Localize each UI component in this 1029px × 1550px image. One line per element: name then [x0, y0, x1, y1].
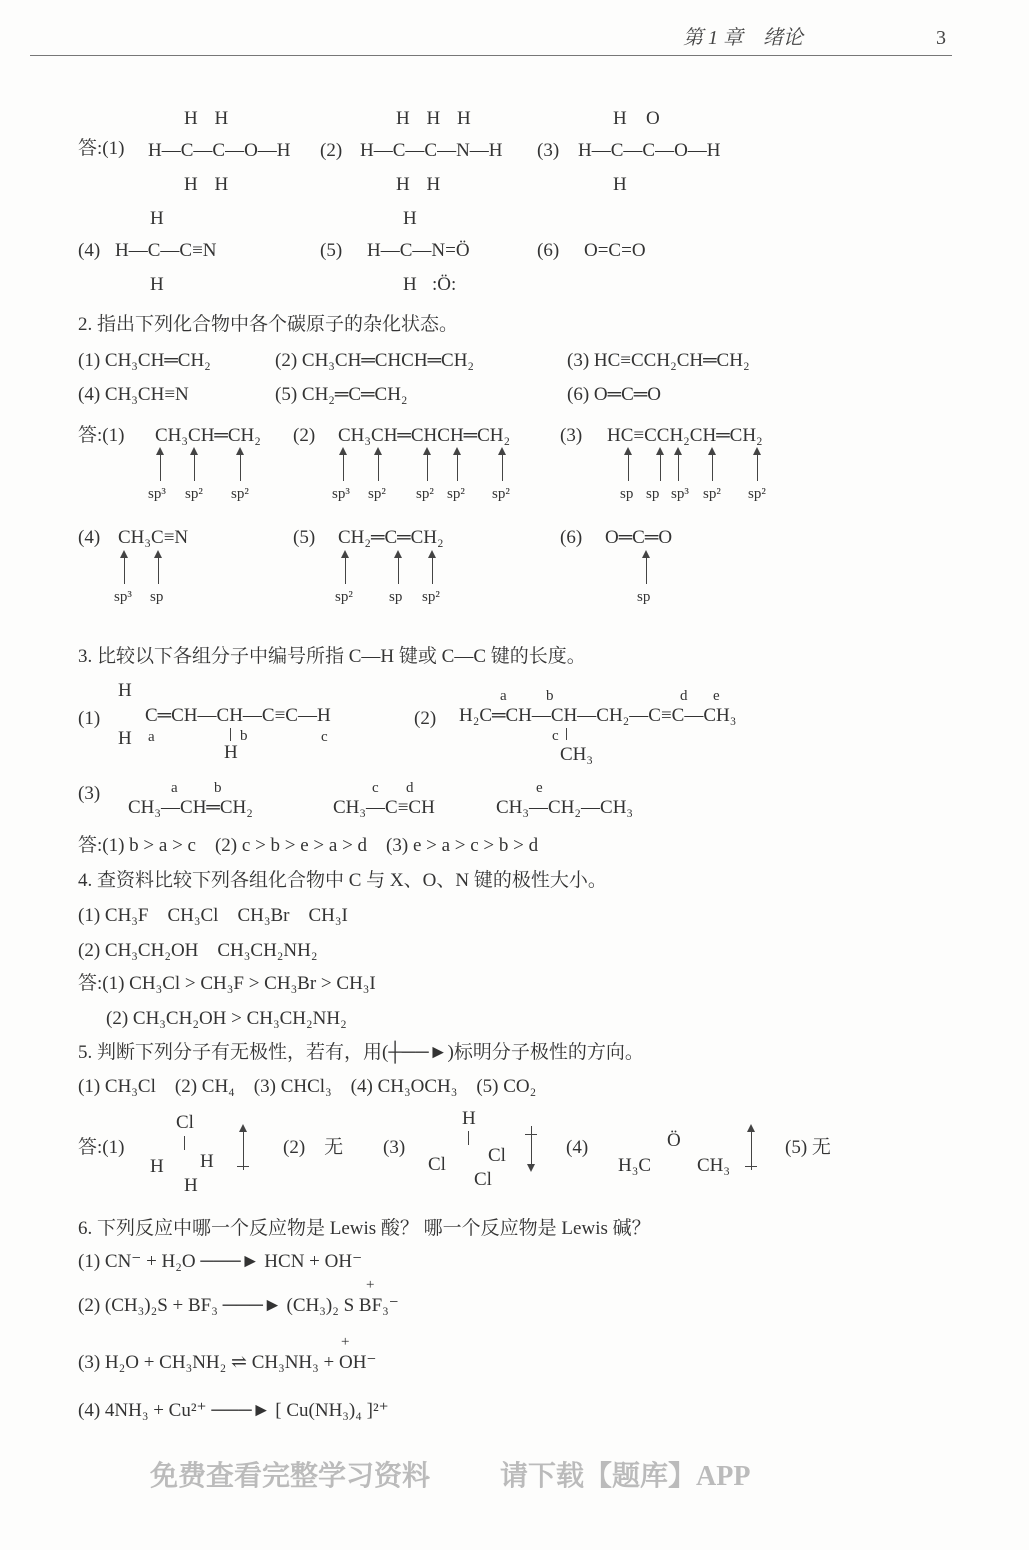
struct-text: H	[613, 108, 627, 129]
arrow-icon	[240, 453, 241, 481]
struct-text: H	[150, 208, 164, 229]
bond-label: c	[552, 728, 559, 744]
reaction: (2) (CH₃)₂S + BF₃ ───► (CH₃)₂ S BF₃⁻	[78, 1295, 399, 1316]
hyb-label: sp²	[416, 486, 434, 502]
hyb-label: sp	[646, 486, 660, 502]
struct-text: Cl	[428, 1154, 446, 1175]
hyb-label: sp²	[447, 486, 465, 502]
struct-text: H	[200, 1151, 214, 1172]
arrow-icon	[757, 453, 758, 481]
item-label: (2)	[293, 425, 316, 446]
item-label: (2)	[320, 140, 343, 161]
question-item: (5) CH₂═C═CH₂	[275, 384, 408, 405]
struct-text: CH₃—C≡CH	[333, 797, 435, 818]
cross-mark	[745, 1166, 757, 1167]
item-label: (3)	[537, 140, 560, 161]
bond-label: b	[546, 688, 554, 704]
struct-text: CH₃	[560, 744, 594, 765]
hyb-label: sp	[620, 486, 634, 502]
item-label: (4)	[78, 527, 101, 548]
item-label: (3)	[78, 783, 101, 804]
answer-label: 答:(1)	[78, 138, 125, 159]
struct-text: H	[403, 274, 417, 295]
cross-mark	[525, 1134, 537, 1135]
bond-label: d	[680, 688, 688, 704]
bond-label: b	[240, 728, 248, 744]
hyb-label: sp²	[492, 486, 510, 502]
arrow-icon	[502, 453, 503, 481]
page-number: 3	[936, 27, 946, 49]
arrow-icon	[345, 556, 346, 584]
struct-text: H	[613, 174, 627, 195]
arrow-icon	[628, 453, 629, 481]
question-title: 4. 查资料比较下列各组化合物中 C 与 X、O、N 键的极性大小。	[78, 870, 607, 891]
hyb-label: sp	[389, 589, 403, 605]
struct-text: H₂C═CH—CH—CH₂—C≡C—CH₃	[459, 705, 737, 726]
struct-text: H—C—N=Ö	[367, 240, 470, 261]
bond-label: c	[372, 780, 379, 796]
bond-line	[230, 728, 231, 741]
answer-text: (2) 无	[283, 1137, 344, 1158]
struct-text: O═C═O	[605, 527, 673, 548]
arrow-icon	[531, 1126, 532, 1166]
arrow-icon	[124, 556, 125, 584]
struct-text: O	[646, 108, 660, 129]
struct-text: HC≡CCH₂CH═CH₂	[607, 425, 763, 446]
struct-text: CH₃—CH₂—CH₃	[496, 797, 634, 818]
struct-text: H	[118, 728, 132, 749]
struct-text: H—C—C—N—H	[360, 140, 503, 161]
arrow-icon	[343, 453, 344, 481]
answer-text: 答:(1) b > a > c (2) c > b > e > a > d (3) e > a > c > b > d	[78, 835, 539, 856]
hyb-label: sp³	[114, 589, 132, 605]
struct-text: H	[224, 742, 238, 763]
struct-text: H	[150, 274, 164, 295]
hyb-label: sp²	[185, 486, 203, 502]
arrow-icon	[678, 453, 679, 481]
hyb-label: sp³	[148, 486, 166, 502]
arrow-icon	[660, 453, 661, 481]
arrow-icon	[751, 1130, 752, 1170]
question-item: (1) CH₃CH═CH₂	[78, 350, 211, 371]
struct-text: CH₂═C═CH₂	[338, 527, 444, 548]
hyb-label: sp²	[231, 486, 249, 502]
struct-text: Cl	[176, 1112, 194, 1133]
reaction: (3) H₂O + CH₃NH₂ ⇌ CH₃NH₃ + OH⁻	[78, 1352, 377, 1373]
bond-label: d	[406, 780, 414, 796]
arrow-icon	[712, 453, 713, 481]
hyb-label: sp²	[335, 589, 353, 605]
answer-text: 答:(1) CH₃Cl > CH₃F > CH₃Br > CH₃I	[78, 973, 376, 994]
item-label: (6)	[560, 527, 583, 548]
item-label: (3)	[383, 1137, 406, 1158]
hyb-label: sp²	[748, 486, 766, 502]
hyb-label: sp²	[703, 486, 721, 502]
item-label: (4)	[566, 1137, 589, 1158]
struct-text: H₃C	[618, 1155, 652, 1176]
arrow-icon	[432, 556, 433, 584]
item-label: (4)	[78, 240, 101, 261]
bond-label: a	[500, 688, 507, 704]
answer-text: (2) CH₃CH₂OH > CH₃CH₂NH₂	[106, 1008, 347, 1029]
struct-text: CH₃CH═CHCH═CH₂	[338, 425, 511, 446]
bond-line	[468, 1131, 469, 1145]
question-item: (2) CH₃CH═CHCH═CH₂	[275, 350, 475, 371]
struct-text: H—C—C—O—H	[578, 140, 721, 161]
answer-label: 答:(1)	[78, 425, 125, 446]
question-item: (2) CH₃CH₂OH CH₃CH₂NH₂	[78, 940, 318, 961]
arrow-icon	[194, 453, 195, 481]
arrow-icon	[243, 1130, 244, 1170]
struct-text: Ö	[667, 1130, 681, 1151]
struct-text: O=C=O	[584, 240, 646, 261]
header-rule	[30, 55, 952, 56]
item-label: (6)	[537, 240, 560, 261]
reaction: (4) 4NH₃ + Cu²⁺ ───► [ Cu(NH₃)₄ ]²⁺	[78, 1400, 389, 1421]
arrow-icon	[398, 556, 399, 584]
question-item: (6) O═C═O	[567, 384, 661, 405]
hyb-label: sp²	[368, 486, 386, 502]
arrow-icon	[378, 453, 379, 481]
item-label: (2)	[414, 708, 437, 729]
arrow-icon	[646, 556, 647, 584]
struct-text: H H H	[396, 108, 471, 129]
struct-text: H H	[184, 108, 229, 129]
bond-label: a	[148, 729, 155, 745]
hyb-label: sp	[637, 589, 651, 605]
cross-mark	[237, 1166, 249, 1167]
struct-text: H	[150, 1156, 164, 1177]
struct-text: H H	[396, 174, 441, 195]
charge-mark: +	[366, 1277, 375, 1293]
struct-text: H—C—C≡N	[115, 240, 217, 261]
struct-text: H	[184, 1175, 198, 1196]
item-label: (5)	[293, 527, 316, 548]
question-item: (1) CH₃F CH₃Cl CH₃Br CH₃I	[78, 905, 348, 926]
answer-label: 答:(1)	[78, 1137, 125, 1158]
hyb-label: sp²	[422, 589, 440, 605]
question-title: 5. 判断下列分子有无极性，若有，用(┼──►)标明分子极性的方向。	[78, 1042, 644, 1063]
question-title: 6. 下列反应中哪一个反应物是 Lewis 酸？ 哪一个反应物是 Lewis 碱？	[78, 1218, 651, 1239]
struct-text: :Ö:	[432, 274, 457, 295]
bond-label: b	[214, 780, 222, 796]
bond-line	[184, 1136, 185, 1150]
arrow-icon	[160, 453, 161, 481]
chapter-title: 第 1 章 绪论	[683, 27, 803, 49]
question-title: 3. 比较以下各组分子中编号所指 C—H 键或 C—C 键的长度。	[78, 646, 586, 667]
charge-mark: +	[341, 1334, 350, 1350]
struct-text: CH₃	[697, 1155, 731, 1176]
arrow-icon	[427, 453, 428, 481]
answer-text: (5) 无	[785, 1137, 831, 1158]
bond-label: e	[713, 688, 720, 704]
bond-label: c	[321, 729, 328, 745]
struct-text: H—C—C—O—H	[148, 140, 291, 161]
arrow-icon	[457, 453, 458, 481]
hyb-label: sp	[150, 589, 164, 605]
bond-line	[566, 728, 567, 740]
reaction: (1) CN⁻ + H₂O ───► HCN + OH⁻	[78, 1251, 363, 1272]
struct-text: CH₃C≡N	[118, 527, 189, 548]
watermark: 免费查看完整学习资料	[150, 1461, 431, 1492]
struct-text: H	[403, 208, 417, 229]
bond-label: a	[171, 780, 178, 796]
struct-text: C═CH—CH—C≡C—H	[145, 705, 331, 726]
arrow-icon	[158, 556, 159, 584]
item-label: (5)	[320, 240, 343, 261]
item-label: (1)	[78, 708, 101, 729]
question-item: (3) HC≡CCH₂CH═CH₂	[567, 350, 750, 371]
struct-text: H H	[184, 174, 229, 195]
struct-text: H	[118, 680, 132, 701]
hyb-label: sp³	[671, 486, 689, 502]
watermark: 请下载【题库】APP	[500, 1461, 751, 1492]
struct-text: Cl	[474, 1169, 492, 1190]
hyb-label: sp³	[332, 486, 350, 502]
item-label: (3)	[560, 425, 583, 446]
struct-text: CH₃—CH═CH₂	[128, 797, 253, 818]
question-title: 2. 指出下列化合物中各个碳原子的杂化状态。	[78, 314, 459, 335]
bond-label: e	[536, 780, 543, 796]
struct-text: CH₃CH═CH₂	[155, 425, 261, 446]
question-item: (1) CH₃Cl (2) CH₄ (3) CHCl₃ (4) CH₃OCH₃ (5) CO₂	[78, 1076, 537, 1097]
struct-text: Cl	[488, 1145, 506, 1166]
question-item: (4) CH₃CH≡N	[78, 384, 189, 405]
struct-text: H	[462, 1108, 476, 1129]
